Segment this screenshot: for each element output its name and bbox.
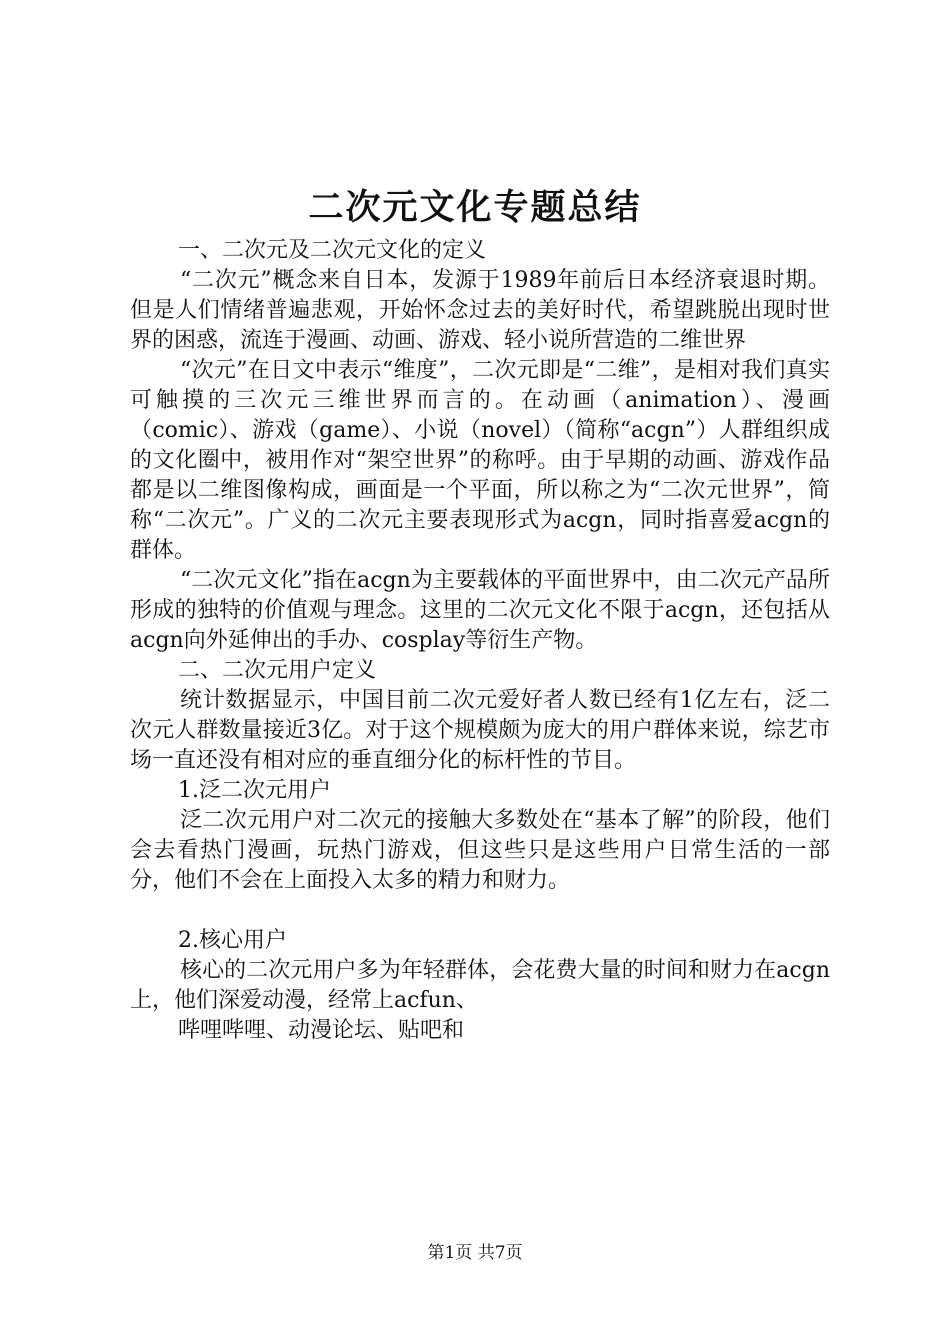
paragraph-general-users: 泛二次元用户对二次元的接触大多数处在“基本了解”的阶段，他们会去看热门漫画，玩热门游戏，但这些只是这些用户日常生活的一部分，他们不会在上面投入太多的精力和财力。 bbox=[130, 808, 830, 893]
document-body bbox=[130, 236, 830, 1046]
paragraph-origin: “二次元”概念来自日本，发源于1989年前后日本经济衰退时期。但是人们情绪普遍悲观，开始怀念过去的美好时代，希望跳脱出现时世界的困惑，流连于漫画、动画、游戏、轻小说所营造的二维世界 bbox=[130, 268, 830, 353]
section-heading-1: 一、二次元及二次元文化的定义 bbox=[178, 238, 487, 263]
page-number: 第1页 共7页 bbox=[427, 1243, 523, 1263]
paragraph-culture: “二次元文化”指在acgn为主要载体的平面世界中，由二次元产品所形成的独特的价值观与理念。这里的二次元文化不限于acgn，还包括从acgn向外延伸出的手办、cosplay等衍生产物。 bbox=[130, 568, 830, 653]
blank-line bbox=[130, 896, 830, 926]
document-title: 二次元文化专题总结 bbox=[308, 187, 642, 228]
section-heading-2: 二、二次元用户定义 bbox=[178, 658, 377, 683]
subheading-general-users: 1.泛二次元用户 bbox=[178, 778, 331, 803]
subheading-core-users: 2.核心用户 bbox=[178, 928, 287, 953]
paragraph-statistics: 统计数据显示，中国目前二次元爱好者人数已经有1亿左右，泛二次元人群数量接近3亿。对于这个规模颇为庞大的用户群体来说，综艺市场一直还没有相对应的垂直细分化的标杆性的节目。 bbox=[130, 688, 830, 773]
paragraph-core-users-continued: 哔哩哔哩、动漫论坛、贴吧和 bbox=[178, 1018, 465, 1043]
paragraph-core-users: 核心的二次元用户多为年轻群体，会花费大量的时间和财力在acgn上，他们深爱动漫，经常上acfun、 bbox=[130, 958, 830, 1013]
paragraph-dimension: “次元”在日文中表示“维度”，二次元即是“二维”，是相对我们真实可触摸的三次元三维世界而言的。在动画（animation）、漫画（comic）、游戏（game）、小说（novel）（简称“acgn”）人群组织成的文化圈中，被用作对“架空世界”的称呼。由于早期的动画、游戏作品都是以二维图像构成，画面是一个平面，所以称之为“二次元世界”，简称“二次元”。广义的二次元主要表现形式为acgn，同时指喜爱acgn的群体。 bbox=[130, 358, 830, 563]
